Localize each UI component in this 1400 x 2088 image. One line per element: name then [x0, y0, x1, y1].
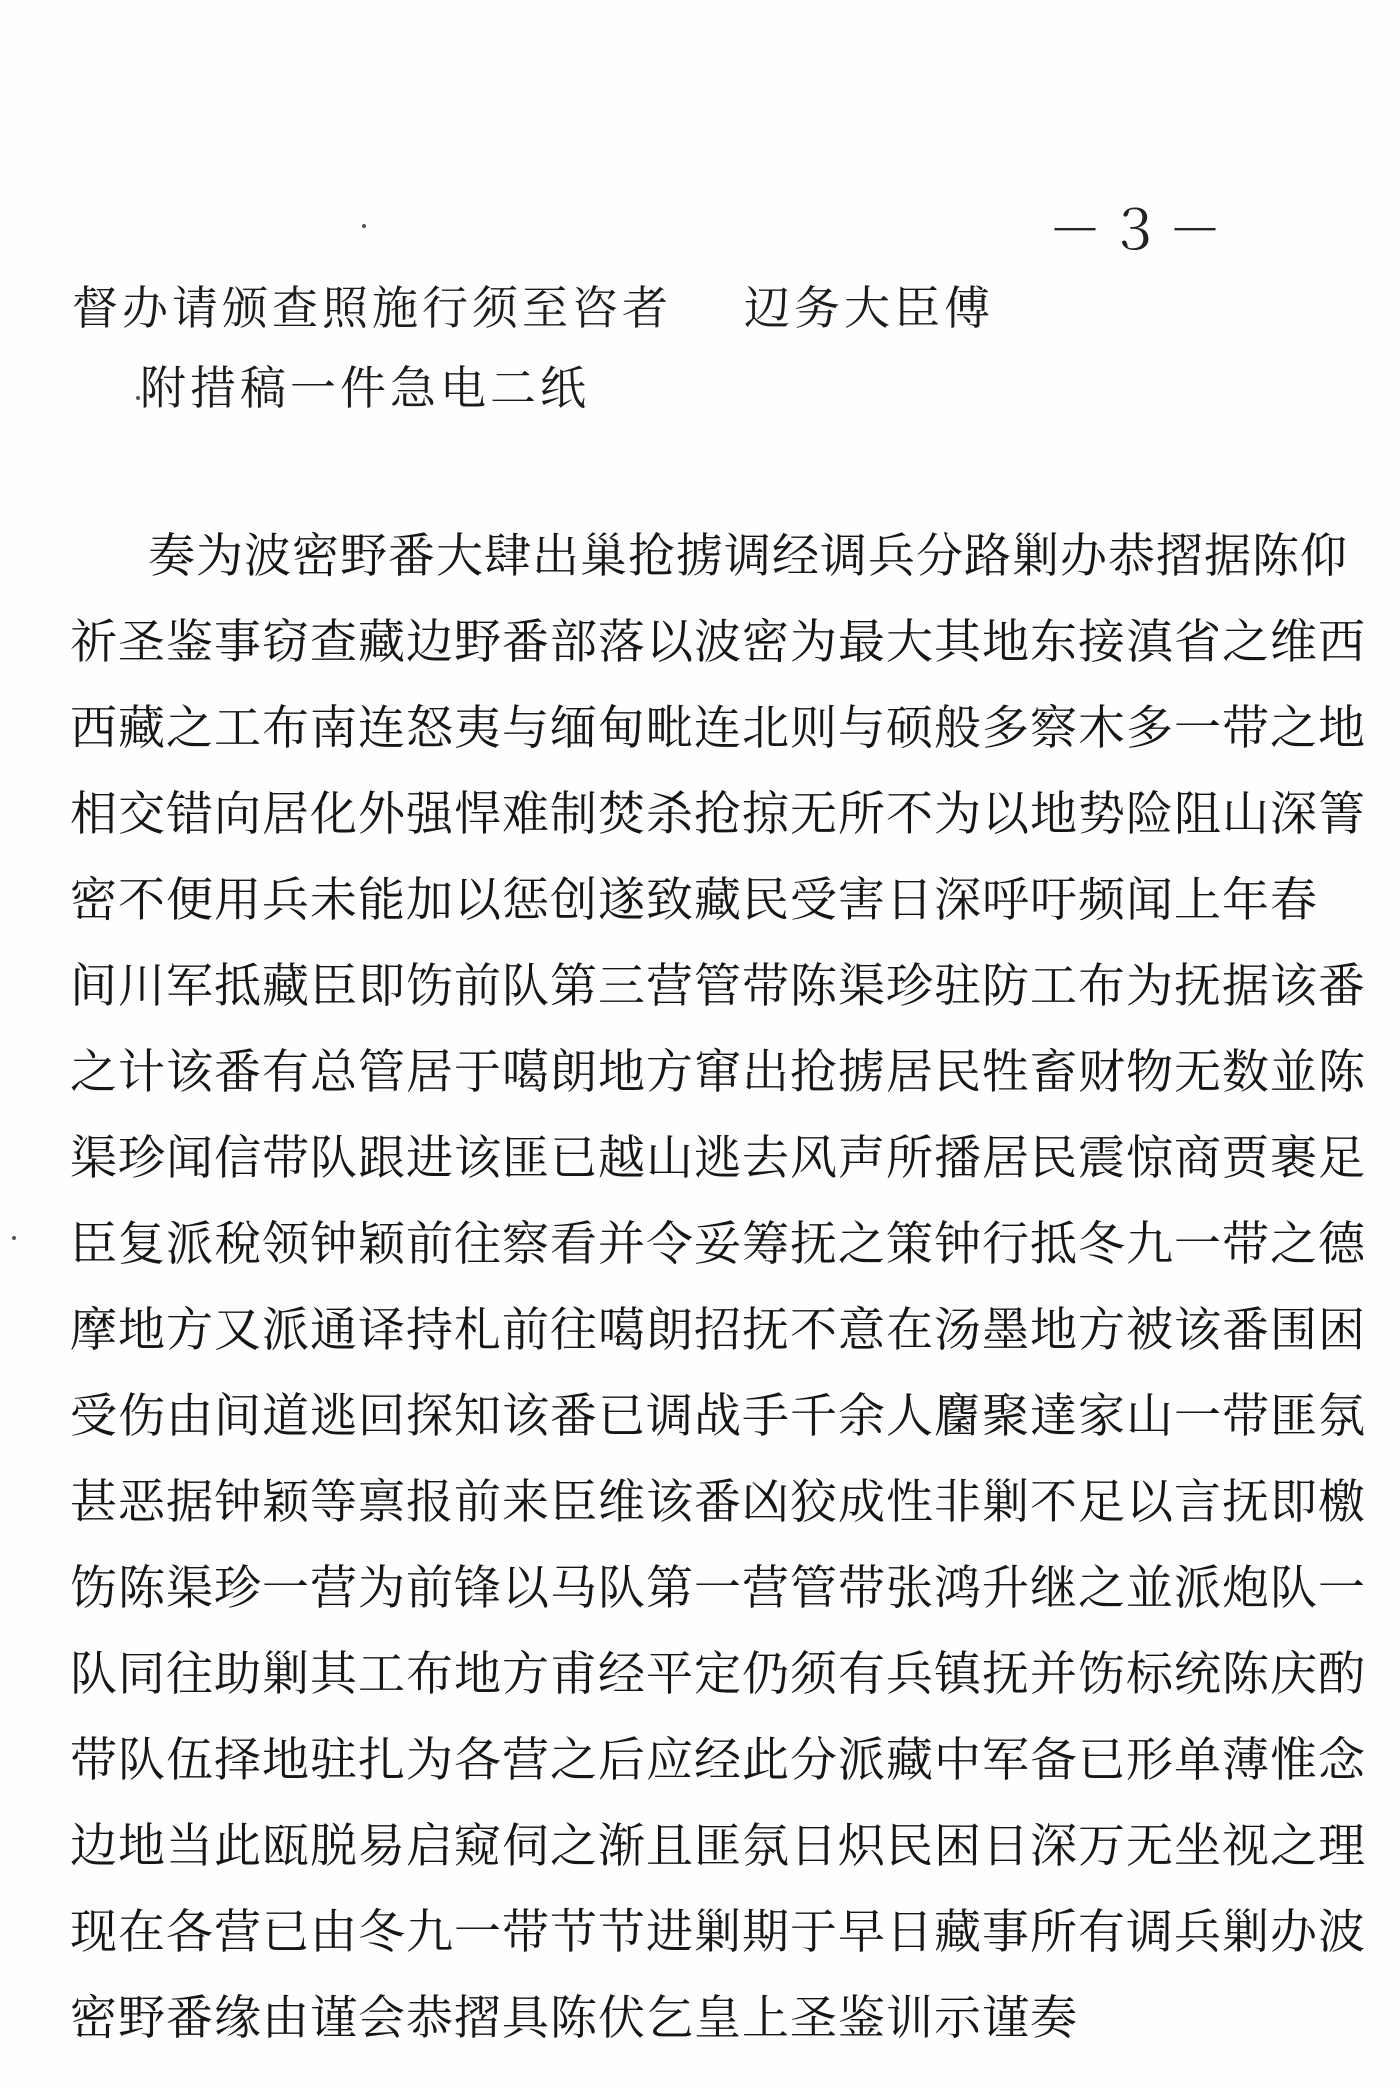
body-line: 间川军抵藏臣即饬前队第三营管带陈渠珍驻防工布为抚据该番	[70, 959, 1366, 1014]
speck-mark	[136, 396, 140, 400]
body-line: 队同往助剿其工布地方甫经平定仍须有兵镇抚并饬标统陈庆酌	[70, 1647, 1366, 1702]
body-line: 现在各营已由冬九一带节节进剿期于早日藏事所有调兵剿办波	[70, 1905, 1366, 1960]
header-line-1-right: 辺务大臣傅	[744, 281, 994, 335]
body-line: 密野番缘由谨会恭摺具陈伏乞皇上圣鉴训示谨奏	[70, 1991, 1078, 2046]
body-line: 带队伍择地驻扎为各营之后应经此分派藏中军备已形单薄惟念	[70, 1733, 1366, 1788]
body-line: 奏为波密野番大肆出巢抢掳调经调兵分路剿办恭摺据陈仰	[148, 529, 1348, 584]
body-line: 臣复派稅领钟颖前往察看并令妥筹抚之策钟行抵冬九一带之德	[70, 1217, 1366, 1272]
body-line: 受伤由间道逃回探知该番已调战手千余人麕聚達家山一带匪氛	[70, 1389, 1366, 1444]
body-line: 饬陈渠珍一营为前锋以马队第一营管带张鸿升继之並派炮队一	[70, 1561, 1366, 1616]
header-line-1-left: 督办请颁查照施行须至咨者	[72, 281, 672, 335]
page-number: －３－	[1048, 199, 1228, 262]
body-line: 之计该番有总管居于噶朗地方窜出抢掳居民牲畜财物无数並陈	[70, 1045, 1366, 1100]
body-line: 边地当此瓯脱易启窥伺之渐且匪氛日炽民困日深万无坐视之理	[70, 1819, 1366, 1874]
body-line: 摩地方又派通译持札前往噶朗招抚不意在汤墨地方被该番围困	[70, 1303, 1366, 1358]
body-line: 密不便用兵未能加以惩创遂致藏民受害日深呼吁频闻上年春	[70, 873, 1318, 928]
body-line: 祈圣鉴事窃查藏边野番部落以波密为最大其地东接滇省之维西	[70, 615, 1366, 670]
body-line: 渠珍闻信带队跟进该匪已越山逃去风声所播居民震惊商贾裹足	[70, 1131, 1366, 1186]
body-line: 相交错向居化外强悍难制焚杀抢掠无所不为以地势险阻山深箐	[70, 787, 1366, 842]
header-line-1	[72, 272, 994, 338]
memorial-body	[70, 514, 1366, 2062]
body-line: 西藏之工布南连怒夷与缅甸毗连北则与硕般多察木多一带之地	[70, 701, 1366, 756]
body-line: 甚恶据钟颖等禀报前来臣维该番凶狡成性非剿不足以言抚即檄	[70, 1475, 1366, 1530]
header-line-2: 附措稿一件急电二纸	[140, 361, 590, 415]
speck-mark	[362, 224, 366, 228]
speck-mark	[12, 1236, 16, 1240]
